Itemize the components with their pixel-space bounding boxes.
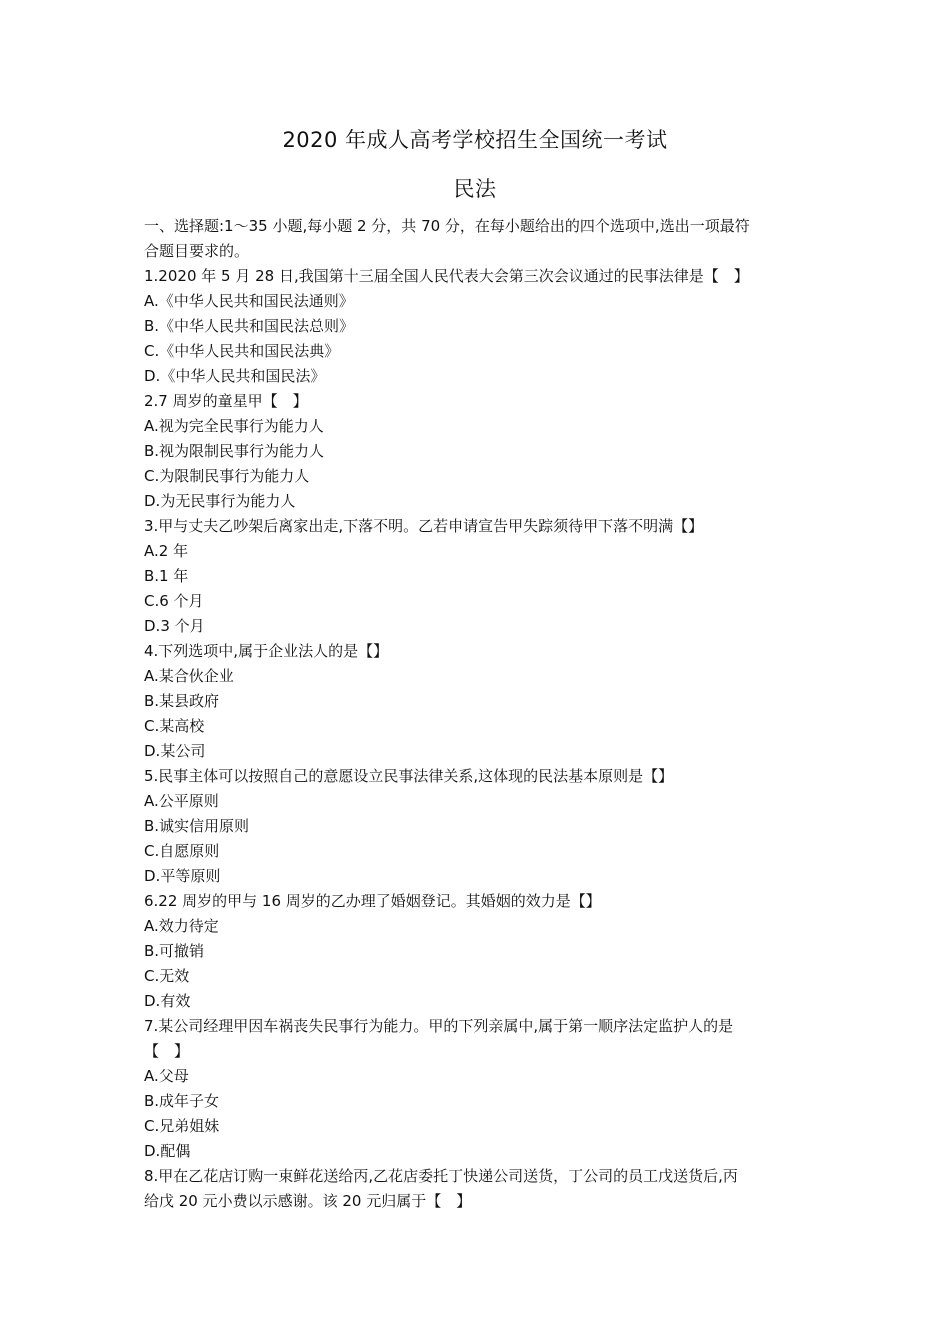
question-stem: 3.甲与丈夫乙吵架后离家出走,下落不明。乙若申请宣告甲失踪须待甲下落不明满【】 — [144, 517, 704, 535]
option-d: D.平等原则 — [144, 867, 221, 885]
option-d: D.有效 — [144, 992, 191, 1010]
option-c: C.《中华人民共和国民法典》 — [144, 342, 340, 360]
option-d: D.3 个月 — [144, 617, 205, 635]
option-d: D.《中华人民共和国民法》 — [144, 367, 326, 385]
option-b: B.视为限制民事行为能力人 — [144, 442, 325, 460]
exam-content — [144, 214, 810, 1214]
question-stem: 4.下列选项中,属于企业法人的是【】 — [144, 642, 389, 660]
question-stem: 1.2020 年 5 月 28 日,我国第十三届全国人民代表大会第三次会议通过的民事法律是【 】 — [144, 267, 749, 285]
exam-title: 2020 年成人高考学校招生全国统一考试 — [282, 128, 668, 152]
option-b: B.可撤销 — [144, 942, 205, 960]
question-stem: 2.7 周岁的童星甲【 】 — [144, 392, 308, 410]
option-d: D.为无民事行为能力人 — [144, 492, 296, 510]
option-a: A.《中华人民共和国民法通则》 — [144, 292, 354, 310]
option-d: D.某公司 — [144, 742, 206, 760]
option-c: C.某高校 — [144, 717, 205, 735]
option-b: B.诚实信用原则 — [144, 817, 250, 835]
option-c: C.兄弟姐妹 — [144, 1117, 220, 1135]
question-stem: 8.甲在乙花店订购一束鲜花送给丙,乙花店委托丁快递公司送货，丁公司的员工戊送货后,丙 — [144, 1167, 738, 1185]
option-a: A.父母 — [144, 1067, 189, 1085]
option-c: C.自愿原则 — [144, 842, 220, 860]
option-c: C.6 个月 — [144, 592, 204, 610]
question-stem-continued: 【 】 — [144, 1042, 190, 1060]
option-a: A.某合伙企业 — [144, 667, 234, 685]
exam-subject: 民法 — [453, 177, 497, 201]
option-b: B.1 年 — [144, 567, 189, 585]
instructions-line: 合题目要求的。 — [144, 242, 250, 260]
option-a: A.2 年 — [144, 542, 189, 560]
option-b: B.成年子女 — [144, 1092, 220, 1110]
option-a: A.公平原则 — [144, 792, 219, 810]
question-stem: 7.某公司经理甲因车祸丧失民事行为能力。甲的下列亲属中,属于第一顺序法定监护人的是 — [144, 1017, 734, 1035]
question-stem: 6.22 周岁的甲与 16 周岁的乙办理了婚姻登记。其婚姻的效力是【】 — [144, 892, 601, 910]
option-b: B.某县政府 — [144, 692, 220, 710]
instructions-line: 一、选择题:1～35 小题,每小题 2 分，共 70 分，在每小题给出的四个选项中,选出一项最符 — [144, 217, 750, 235]
option-d: D.配偶 — [144, 1142, 191, 1160]
question-stem: 5.民事主体可以按照自己的意愿设立民事法律关系,这体现的民法基本原则是【】 — [144, 767, 674, 785]
option-c: C.为限制民事行为能力人 — [144, 467, 310, 485]
option-c: C.无效 — [144, 967, 190, 985]
option-a: A.视为完全民事行为能力人 — [144, 417, 324, 435]
question-stem-continued: 给戊 20 元小费以示感谢。该 20 元归属于【 】 — [144, 1192, 472, 1210]
option-a: A.效力待定 — [144, 917, 219, 935]
option-b: B.《中华人民共和国民法总则》 — [144, 317, 355, 335]
